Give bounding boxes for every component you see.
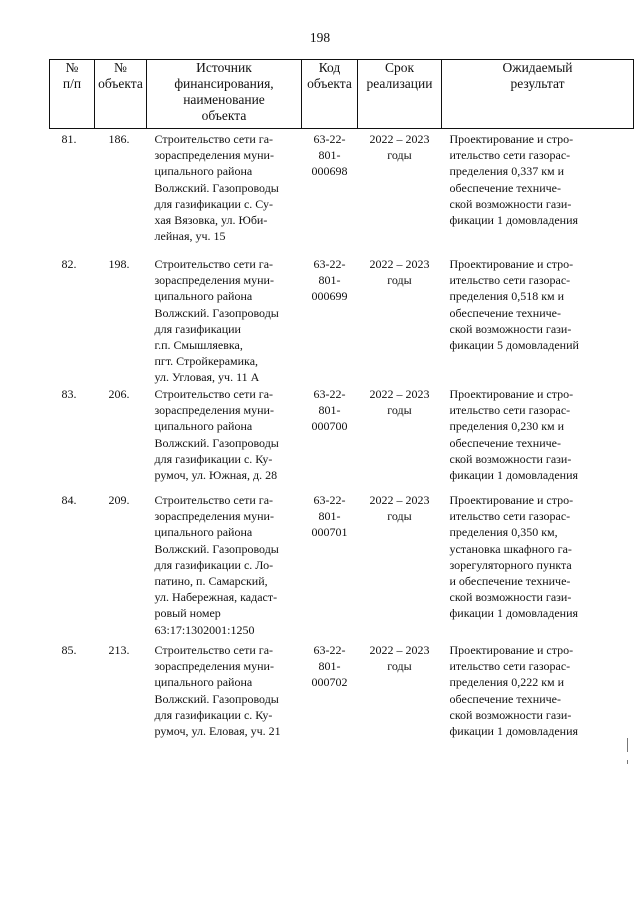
row-code: 63-22- 801- 000700 bbox=[311, 387, 348, 434]
row-source: Строительство сети га- зораспределения муни- ципального района Волжский. Газопроводы для газификации с. Ку- румоч, ул. Еловая, уч. 21 bbox=[154, 643, 281, 739]
page-number: 198 bbox=[309, 30, 331, 45]
row-code: 63-22- 801- 000698 bbox=[311, 132, 348, 179]
row-code: 63-22- 801- 000699 bbox=[311, 257, 348, 304]
table-row bbox=[50, 642, 634, 752]
row-num: 82. bbox=[61, 257, 77, 271]
row-source: Строительство сети га- зораспределения муни- ципального района Волжский. Газопроводы для газификации с. Ку- румоч, ул. Южная, д. 28 bbox=[154, 387, 279, 483]
table-row bbox=[50, 129, 634, 257]
row-term: 2022 – 2023 годы bbox=[369, 643, 430, 674]
row-term: 2022 – 2023 годы bbox=[369, 257, 430, 288]
row-object-no: 213. bbox=[108, 643, 130, 657]
header-num: № п/п bbox=[50, 60, 95, 129]
row-result: Проектирование и стро- ительство сети газорас- пределения 0,230 км и обеспечение техниче- ской возможности гази- фикации 1 домовладения bbox=[449, 387, 579, 483]
row-code: 63-22- 801- 000702 bbox=[311, 643, 348, 690]
row-term: 2022 – 2023 годы bbox=[369, 493, 430, 524]
row-result: Проектирование и стро- ительство сети газорас- пределения 0,222 км и обеспечение техниче- ской возможности гази- фикации 1 домовладения bbox=[449, 643, 579, 739]
header-term: Срок реализации bbox=[358, 60, 442, 129]
row-source: Строительство сети га- зораспределения муни- ципального района Волжский. Газопроводы для газификации с. Ло- патино, п. Самарский, ул. Набережная, кадаст- ровый номер 63:17:1302001:1250 bbox=[154, 493, 279, 637]
table-row bbox=[50, 386, 634, 492]
row-num: 83. bbox=[61, 387, 77, 401]
row-source: Строительство сети га- зораспределения муни- ципального района Волжский. Газопроводы для газификации с. Су- хая Вязовка, ул. Юби- лейная, уч. 15 bbox=[154, 132, 279, 244]
row-result: Проектирование и стро- ительство сети газорас- пределения 0,350 км, установка шкафного га- зорегуляторного пункта и обеспечение техниче- ской возможности гази- фикации 1 домовладения bbox=[449, 493, 579, 621]
row-source: Строительство сети га- зораспределения муни- ципального района Волжский. Газопроводы для газификации г.п. Смышляевка, пгт. Стройкерамика, ул. Угловая, уч. 11 А bbox=[154, 257, 279, 385]
row-result: Проектирование и стро- ительство сети газорас- пределения 0,337 км и обеспечение техниче- ской возможности гази- фикации 1 домовладения bbox=[449, 132, 579, 228]
row-object-no: 206. bbox=[108, 387, 130, 401]
table-row bbox=[50, 256, 634, 386]
row-object-no: 209. bbox=[108, 493, 130, 507]
header-source: Источник финансирования, наименование объекта bbox=[147, 60, 302, 129]
row-num: 81. bbox=[61, 132, 77, 146]
scan-artifact bbox=[627, 738, 628, 752]
row-code: 63-22- 801- 000701 bbox=[311, 493, 348, 540]
objects-table bbox=[49, 59, 634, 752]
row-num: 85. bbox=[61, 643, 77, 657]
table-header-row bbox=[50, 60, 634, 129]
row-object-no: 198. bbox=[108, 257, 130, 271]
row-term: 2022 – 2023 годы bbox=[369, 387, 430, 418]
row-object-no: 186. bbox=[108, 132, 130, 146]
row-num: 84. bbox=[61, 493, 77, 507]
header-code: Код объекта bbox=[302, 60, 358, 129]
row-term: 2022 – 2023 годы bbox=[369, 132, 430, 163]
table-row bbox=[50, 492, 634, 642]
scan-artifact bbox=[627, 760, 628, 764]
row-result: Проектирование и стро- ительство сети газорас- пределения 0,518 км и обеспечение техниче- ской возможности гази- фикации 5 домовладений bbox=[449, 257, 579, 353]
header-object-no: № объекта bbox=[95, 60, 147, 129]
header-result: Ожидаемый результат bbox=[442, 60, 634, 129]
